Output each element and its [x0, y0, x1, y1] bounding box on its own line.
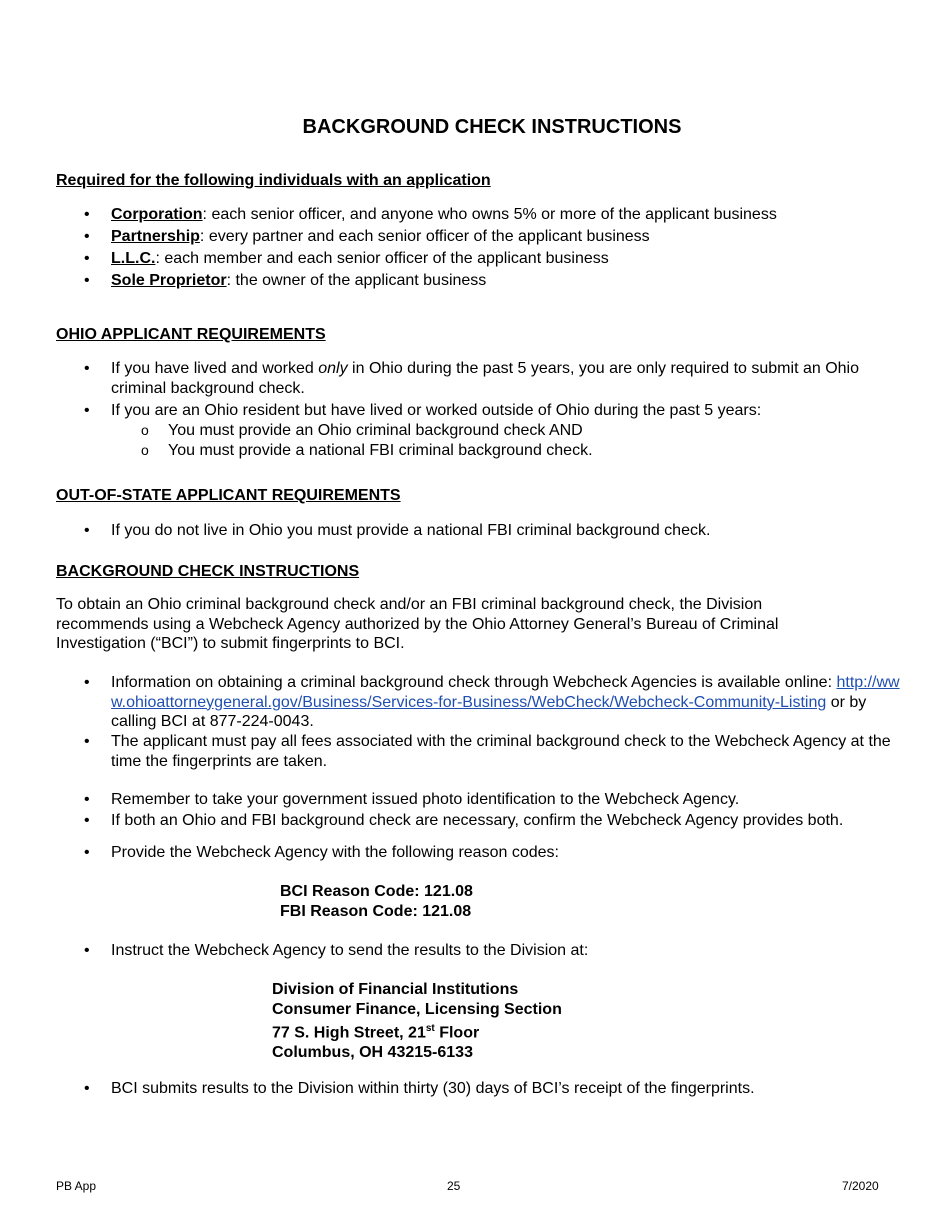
circle-bullet-icon: o [141, 422, 149, 438]
page-title: BACKGROUND CHECK INSTRUCTIONS [302, 116, 682, 138]
list-item-text: The applicant must pay all fees associated with the criminal background check to the Webcheck Agency at the time the fingerprints are taken. [111, 733, 891, 770]
bullet-icon: • [84, 942, 90, 959]
fbi-reason-code: FBI Reason Code: 121.08 [280, 902, 472, 920]
list-item-text: If both an Ohio and FBI background check are necessary, confirm the Webcheck Agency provides both. [111, 812, 844, 829]
address-line: Division of Financial Institutions [272, 981, 519, 998]
reason-codes [280, 882, 473, 921]
bullet-icon: • [84, 733, 90, 750]
footer-left: PB App [56, 1179, 97, 1193]
bullet-icon: • [84, 206, 90, 223]
text-run: or by calling BCI at 877-224-0043. [111, 693, 867, 730]
sub-list-item-text: You must provide a national FBI criminal background check. [168, 442, 593, 459]
entity-desc: : each senior officer, and anyone who owns 5% or more of the applicant business [202, 206, 777, 223]
list-item-text: BCI submits results to the Division within thirty (30) days of BCI’s receipt of the fingerprints. [111, 1080, 755, 1097]
bullet-icon: • [84, 674, 90, 691]
bci-reason-code: BCI Reason Code: 121.08 [280, 883, 473, 900]
text-run: in Ohio during the past 5 years, you are only required to submit an Ohio criminal background check. [111, 360, 859, 397]
sub-list-item-text: You must provide an Ohio criminal background check AND [168, 422, 583, 439]
division-address [272, 980, 562, 1062]
out-of-state-heading: OUT-OF-STATE APPLICANT REQUIREMENTS [56, 487, 401, 504]
text-run: Information on obtaining a criminal background check through Webcheck Agencies is available online: [111, 674, 837, 691]
address-line [272, 1019, 562, 1043]
bullet-icon: • [84, 791, 90, 808]
bullet-icon: • [84, 522, 90, 539]
text-emphasis: only [318, 360, 348, 377]
address-line: Columbus, OH 43215-6133 [272, 1043, 473, 1061]
bullet-icon: • [84, 250, 90, 267]
entity-desc: : every partner and each senior officer of the applicant business [199, 228, 650, 245]
entity-term: L.L.C. [111, 250, 156, 267]
bullet-icon: • [84, 812, 90, 829]
list-item-text: If you do not live in Ohio you must provide a national FBI criminal background check. [111, 522, 711, 539]
bullet-icon: • [84, 360, 90, 377]
bullet-icon: • [84, 844, 90, 861]
footer-date: 7/2020 [842, 1179, 879, 1193]
entity-term: Corporation [111, 206, 203, 223]
address-floor: Floor [434, 1024, 480, 1042]
webcheck-listing-link[interactable]: http://www.ohioattorneygeneral.gov/Business/Services-for-Business/WebCheck/Webcheck-Community-Listing [111, 674, 900, 711]
text-run: If you have lived and worked [111, 360, 319, 377]
entity-desc: : the owner of the applicant business [226, 272, 487, 289]
entity-term: Sole Proprietor [111, 272, 227, 289]
ohio-heading: OHIO APPLICANT REQUIREMENTS [56, 326, 326, 343]
address-street: 77 S. High Street, 21 [272, 1024, 426, 1042]
list-item-text: If you are an Ohio resident but have lived or worked outside of Ohio during the past 5 years: [111, 402, 762, 419]
entity-desc: : each member and each senior officer of the applicant business [155, 250, 609, 267]
bullet-icon: • [84, 228, 90, 245]
required-heading: Required for the following individuals with an application [56, 172, 491, 189]
circle-bullet-icon: o [141, 442, 149, 458]
entity-term: Partnership [111, 228, 200, 245]
list-item-text: Remember to take your government issued photo identification to the Webcheck Agency. [111, 791, 740, 808]
list-item-text: Instruct the Webcheck Agency to send the results to the Division at: [111, 942, 589, 959]
footer-page-number: 25 [447, 1179, 461, 1193]
instructions-intro: To obtain an Ohio criminal background check and/or an FBI criminal background check, the Division recommends using a Webcheck Agency authorized by the Ohio Attorney General’s Bureau of Criminal Investigation (“BCI”) to submit fingerprints to BCI. [56, 596, 779, 652]
list-item-text: Provide the Webcheck Agency with the following reason codes: [111, 844, 559, 861]
bullet-icon: • [84, 272, 90, 289]
ordinal-suffix: st [425, 1023, 435, 1034]
instructions-heading: BACKGROUND CHECK INSTRUCTIONS [56, 563, 360, 580]
bullet-icon: • [84, 402, 90, 419]
address-line: Consumer Finance, Licensing Section [272, 1000, 562, 1018]
bullet-icon: • [84, 1080, 90, 1097]
